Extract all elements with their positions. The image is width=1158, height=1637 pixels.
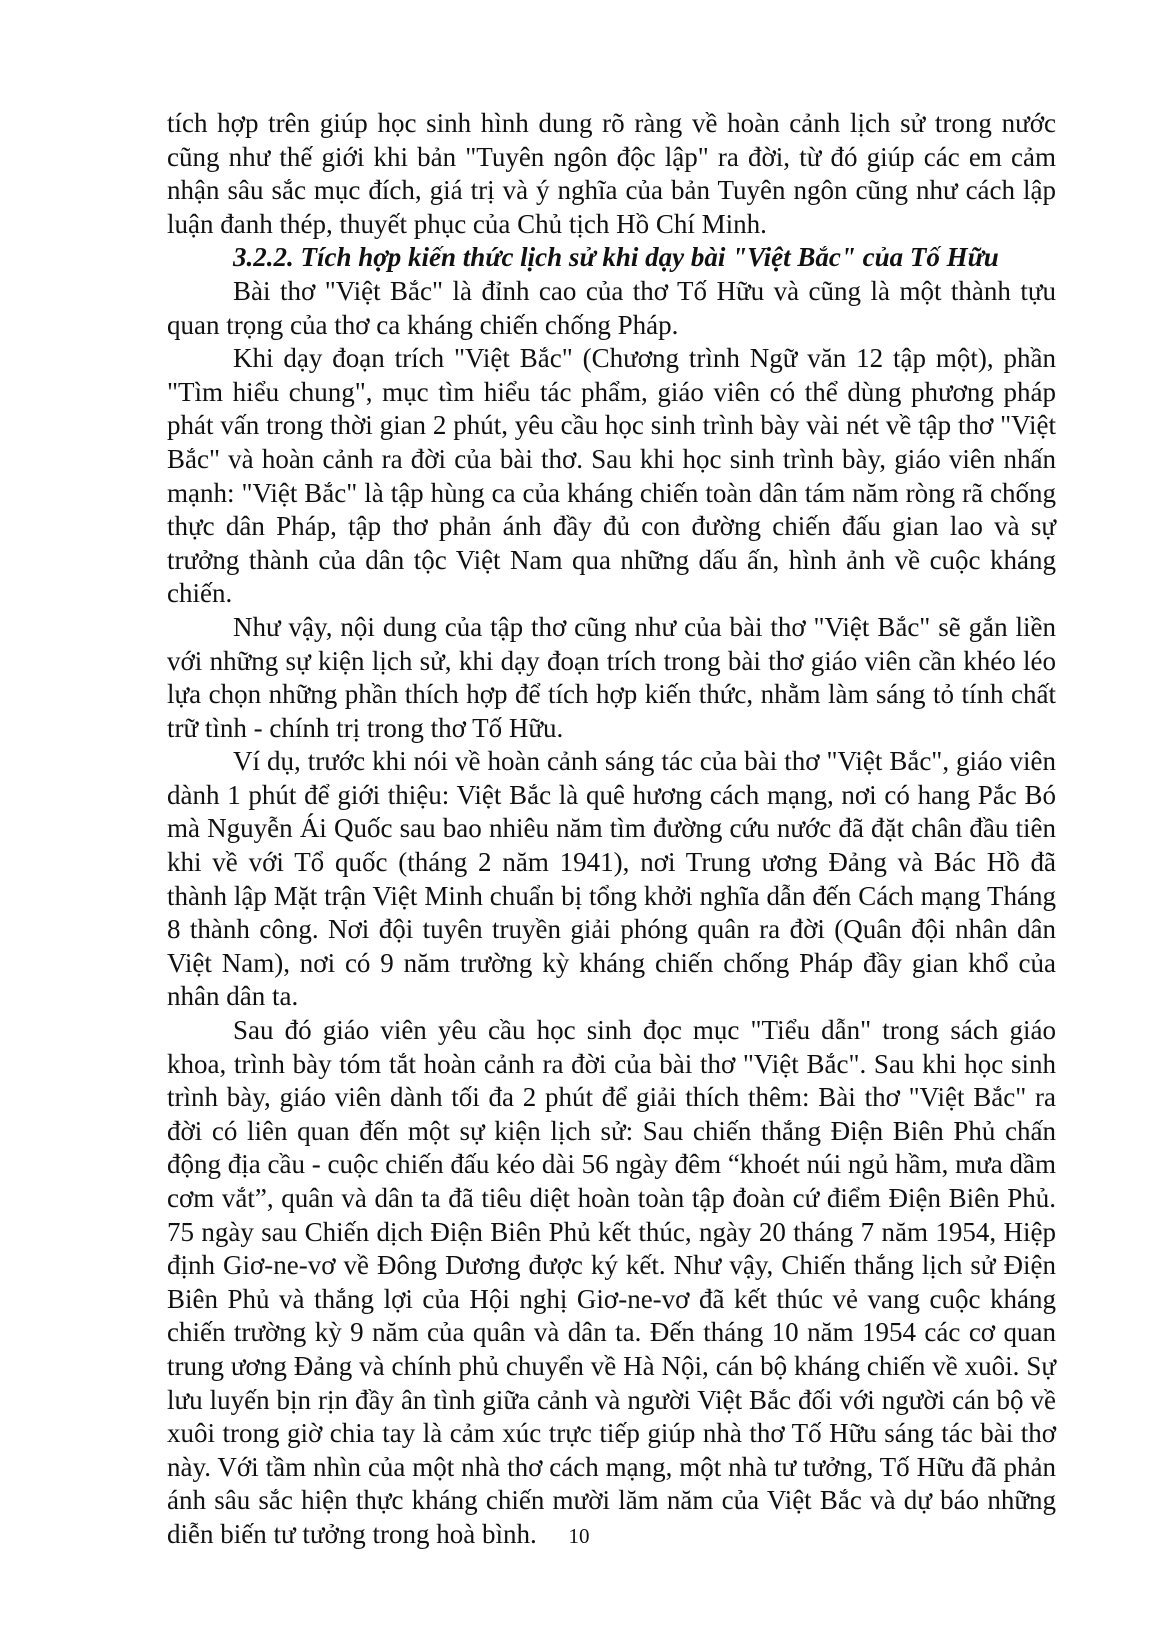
- section-heading: 3.2.2. Tích hợp kiến thức lịch sử khi dạy bài "Việt Bắc" của Tố Hữu: [233, 242, 999, 273]
- paragraph-context: Sau đó giáo viên yêu cầu học sinh đọc mục "Tiểu dẫn" trong sách giáo khoa, trình bày tóm tắt hoàn cảnh ra đời của bài thơ "Việt Bắc". Sau khi học sinh trình bày, giáo viên dành tối đa 2 phút để giải thích thêm: Bài thơ "Việt Bắc" ra đời có liên quan đến một sự kiện lịch sử: Sau chiến thắng Điện Biên Phủ chấn động địa cầu - cuộc chiến đấu kéo dài 56 ngày đêm “khoét núi ngủ hầm, mưa dầm cơm vắt”, quân và dân ta đã tiêu diệt hoàn toàn tập đoàn cứ điểm Điện Biên Phủ. 75 ngày sau Chiến dịch Điện Biên Phủ kết thúc, ngày 20 tháng 7 năm 1954, Hiệp định Giơ-ne-vơ về Đông Dương được ký kết. Như vậy, Chiến thắng lịch sử Điện Biên Phủ và thắng lợi của Hội nghị Giơ-ne-vơ đã kết thúc vẻ vang cuộc kháng chiến trường kỳ 9 năm của quân và dân ta. Đến tháng 10 năm 1954 các cơ quan trung ương Đảng và chính phủ chuyển về Hà Nội, cán bộ kháng chiến về xuôi. Sự lưu luyến bịn rịn đầy ân tình giữa cảnh và người Việt Bắc đối với người cán bộ về xuôi trong giờ chia tay là cảm xúc trực tiếp giúp nhà thơ Tố Hữu sáng tác bài thơ này. Với tầm nhìn của một nhà thơ cách mạng, một nhà tư tưởng, Tố Hữu đã phản ánh sâu sắc hiện thực kháng chiến mười lăm năm của Việt Bắc và dự báo những diễn biến tư tưởng trong hoà bình.: [167, 1015, 1056, 1549]
- page-number: 10: [568, 1524, 590, 1548]
- paragraph-continuation: tích hợp trên giúp học sinh hình dung rõ ràng về hoàn cảnh lịch sử trong nước cũng như thế giới khi bản "Tuyên ngôn độc lập" ra đời, từ đó giúp các em cảm nhận sâu sắc mục đích, giá trị và ý nghĩa của bản Tuyên ngôn cũng như cách lập luận đanh thép, thuyết phục của Chủ tịch Hồ Chí Minh.: [167, 108, 1056, 239]
- paragraph-teaching-method: Khi dạy đoạn trích "Việt Bắc" (Chương trình Ngữ văn 12 tập một), phần "Tìm hiểu chung", mục tìm hiểu tác phẩm, giáo viên có thể dùng phương pháp phát vấn trong thời gian 2 phút, yêu cầu học sinh trình bày vài nét về tập thơ "Việt Bắc" và hoàn cảnh ra đời của bài thơ. Sau khi học sinh trình bày, giáo viên nhấn mạnh: "Việt Bắc" là tập hùng ca của kháng chiến toàn dân tám năm ròng rã chống thực dân Pháp, tập thơ phản ánh đầy đủ con đường chiến đấu gian lao và sự trưởng thành của dân tộc Việt Nam qua những dấu ấn, hình ảnh về cuộc kháng chiến.: [167, 343, 1056, 609]
- paragraph-content: Như vậy, nội dung của tập thơ cũng như của bài thơ "Việt Bắc" sẽ gắn liền với những sự kiện lịch sử, khi dạy đoạn trích trong bài thơ giáo viên cần khéo léo lựa chọn những phần thích hợp để tích hợp kiến thức, nhằm làm sáng tỏ tính chất trữ tình - chính trị trong thơ Tố Hữu.: [167, 611, 1056, 743]
- document-page: [167, 107, 1056, 1552]
- paragraph-intro: Bài thơ "Việt Bắc" là đỉnh cao của thơ Tố Hữu và cũng là một thành tựu quan trọng của thơ ca kháng chiến chống Pháp.: [167, 275, 1056, 340]
- paragraph-example: Ví dụ, trước khi nói về hoàn cảnh sáng tác của bài thơ "Việt Bắc", giáo viên dành 1 phút để giới thiệu: Việt Bắc là quê hương cách mạng, nơi có hang Pắc Bó mà Nguyễn Ái Quốc sau bao nhiêu năm tìm đường cứu nước đã đặt chân đầu tiên khi về với Tổ quốc (tháng 2 năm 1941), nơi Trung ương Đảng và Bác Hồ đã thành lập Mặt trận Việt Minh chuẩn bị tổng khởi nghĩa dẫn đến Cách mạng Tháng 8 thành công. Nơi đội tuyên truyền giải phóng quân ra đời (Quân đội nhân dân Việt Nam), nơi có 9 năm trường kỳ kháng chiến chống Pháp đầy gian khổ của nhân dân ta.: [167, 746, 1056, 1012]
